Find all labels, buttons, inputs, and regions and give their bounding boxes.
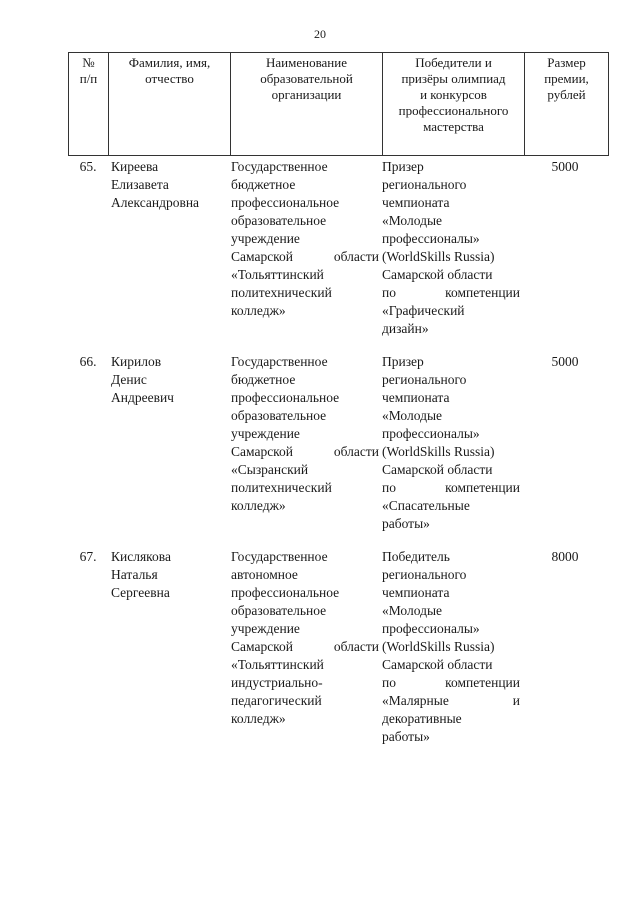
text-line: бюджетное [231,372,296,387]
justified-line [382,479,520,497]
header-line: призёры олимпиад [401,71,506,86]
text-line: бюджетное [231,177,296,192]
prize-amount: 5000 [551,159,579,174]
header-line: премии, [544,71,589,86]
text-line: профессионалы» [382,621,480,636]
header-line: Фамилия, имя, [128,55,211,70]
justified-line [382,674,520,692]
word: Самарской [231,639,294,654]
text-line: (WorldSkills Russia) [382,639,495,654]
word: компетенции [445,675,520,690]
text-line: профессионалы» [382,231,480,246]
header-organization [231,53,383,156]
text-line: индустриально- [231,675,323,690]
text-line: Государственное [231,354,328,369]
text-line: декоративные [382,711,462,726]
header-line: профессионального [398,103,509,118]
text-line: профессиональное [231,195,340,210]
text-line: Киреева [111,159,159,174]
text-line: «Тольяттинский [231,267,324,282]
text-line: чемпионата [382,390,450,405]
text-line: Елизавета [111,177,169,192]
text-line: Кирилов [111,354,162,369]
text-line: дизайн» [382,321,429,336]
header-line: № [82,55,95,70]
text-line: «Сызранский [231,462,309,477]
justified-line [231,248,379,266]
row-number: 65. [79,159,97,174]
person-name [111,158,229,212]
text-line: «Тольяттинский [231,657,324,672]
text-line: политехнический [231,285,332,300]
text-line: Наталья [111,567,158,582]
text-line: автономное [231,567,298,582]
word: по [382,480,396,495]
text-line: учреждение [231,621,300,636]
header-line: Победители и [415,55,492,70]
organization-name [231,548,379,728]
row-number: 66. [79,354,97,369]
text-line: Государственное [231,159,328,174]
word: по [382,675,396,690]
text-line: Андреевич [111,390,174,405]
word: компетенции [445,480,520,495]
header-line: и конкурсов [420,87,487,102]
text-line: «Молодые [382,603,443,618]
text-line: профессионалы» [382,426,480,441]
text-line: колледж» [231,711,286,726]
word: компетенции [445,285,520,300]
justified-line [231,638,379,656]
word: Самарской [231,444,294,459]
text-line: (WorldSkills Russia) [382,249,495,264]
text-line: работы» [382,516,430,531]
text-line: Самарской области [382,267,493,282]
text-line: чемпионата [382,585,450,600]
text-line: учреждение [231,426,300,441]
header-line: мастерства [423,119,484,134]
text-line: Самарской области [382,462,493,477]
text-line: регионального [382,567,467,582]
text-line: образовательное [231,408,327,423]
organization-name [231,158,379,320]
text-line: образовательное [231,603,327,618]
word: и [512,693,520,708]
text-line: чемпионата [382,195,450,210]
justified-line [382,284,520,302]
text-line: политехнический [231,480,332,495]
text-line: профессиональное [231,390,340,405]
text-line: «Молодые [382,408,443,423]
organization-name [231,353,379,515]
prize-amount: 8000 [551,549,579,564]
header-line: образовательной [260,71,353,86]
header-name [109,53,231,156]
page-number: 20 [314,27,326,41]
text-line: Победитель [382,549,450,564]
header-line: п/п [79,71,98,86]
header-winners [383,53,525,156]
text-line: Денис [111,372,147,387]
header-line: Размер [547,55,586,70]
text-line: работы» [382,729,430,744]
text-line: Призер [382,159,424,174]
header-number [69,53,109,156]
text-line: «Молодые [382,213,443,228]
text-line: Государственное [231,549,328,564]
prize-amount: 5000 [551,354,579,369]
text-line: Самарской области [382,657,493,672]
header-line: организации [271,87,342,102]
text-line: (WorldSkills Russia) [382,444,495,459]
row-number: 67. [79,549,97,564]
word: «Малярные [382,693,449,708]
text-line: регионального [382,372,467,387]
text-line: «Графический [382,303,465,318]
header-line: отчество [145,71,194,86]
person-name [111,353,229,407]
justified-line [231,443,379,461]
text-line: регионального [382,177,467,192]
word: области [333,444,379,459]
text-line: Призер [382,354,424,369]
text-line: профессиональное [231,585,340,600]
word: области [333,249,379,264]
person-name [111,548,229,602]
header-line: Наименование [266,55,347,70]
text-line: колледж» [231,498,286,513]
header-row [69,53,609,156]
text-line: колледж» [231,303,286,318]
text-line: образовательное [231,213,327,228]
table-header [68,52,609,156]
text-line: учреждение [231,231,300,246]
winner-description [382,158,520,338]
text-line: Александровна [111,195,200,210]
header-prize [525,53,609,156]
text-line: педагогический [231,693,322,708]
winner-description [382,548,520,746]
word: по [382,285,396,300]
winner-description [382,353,520,533]
text-line: Сергеевна [111,585,170,600]
word: Самарской [231,249,294,264]
text-line: «Спасательные [382,498,470,513]
justified-line [382,692,520,710]
header-line: рублей [547,87,586,102]
word: области [333,639,379,654]
text-line: Кислякова [111,549,171,564]
